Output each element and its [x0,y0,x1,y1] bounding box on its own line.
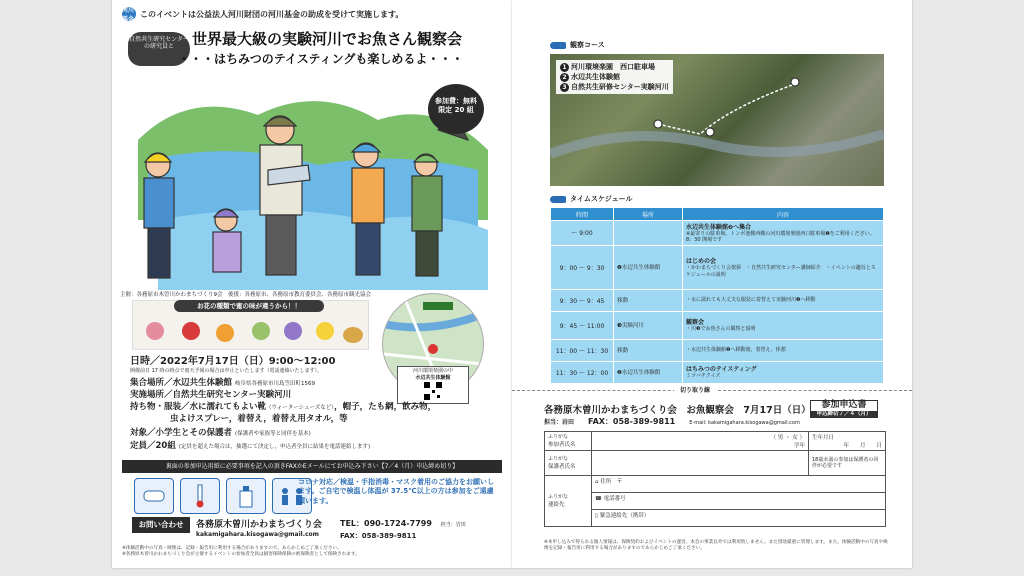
belongings-rest: ，帽子，たも網，飲み物， [334,402,437,412]
birthday-label: 生年月日 [812,435,835,441]
covid-icons [134,478,312,514]
phone-label: 電話番号 [603,496,626,502]
capacity [130,441,490,452]
form-row-contact [545,476,886,527]
birthday-field[interactable] [809,432,886,451]
address-field[interactable] [592,476,885,493]
form-row-participant [545,432,886,451]
schedule-place: ❸実験河川 [614,311,683,339]
schedule-note: ・川❸でお魚さんの観察と説明 [686,326,756,333]
belongings-note: （ウォーターシューズなど） [266,405,335,411]
capacity-note: (定員を超えた場合は，抽選にて決定し，申込者全員に結果を電話連絡します) [178,444,371,450]
contact-tag: お問い合わせ [132,517,190,533]
schedule-note: ミツバチクイズ [686,373,721,380]
event-title: 世界最大級の実験河川でお魚さん観察会 [192,30,463,48]
sponsors-line: 主催：各務原市木曽川かわまちづくり9会 後援：各務原市、各務原市教育委員会、各務原市観光協会 [120,292,371,298]
application-badge [810,400,878,418]
meeting-place-label: 集合場所／水辺共生体験館 [130,378,233,388]
fee-text: 参加費：無料 [435,97,477,105]
schedule-header-row [551,208,884,221]
belongings [130,402,490,413]
apply-instructions: 裏面の参加申込用紙に必要事項を記入の頂きFAXかEメールにてお申込み下さい【7／4（月）申込締め切り】 [122,460,502,473]
mobile-icon: ▯ [595,513,599,519]
course-point-1-label: 河川環境楽園 西口駐車場 [571,63,655,71]
guardian-name-field[interactable] [592,451,809,476]
mobile-field[interactable] [592,510,885,526]
venue: 実施場所／自然共生研究センター実験河川 [130,390,292,400]
schedule-row [551,245,884,289]
guardian-note: 18歳未満の参加は保護者の同伴が必要です [809,451,886,476]
target [130,428,490,439]
belongings-line2: 虫よけスプレー，着替え，着替え用タオル，等 [170,414,348,424]
contact-organization: 各務原木曽川かわまちづくり会 [196,520,322,530]
point-number-2: 2 [560,73,569,82]
schedule-place: ❷水辺共生体験館 [614,361,683,383]
phone-field[interactable] [592,493,885,510]
schedule-content [683,289,884,311]
aerial-course-map [550,54,884,186]
schedule-row [551,361,884,383]
schedule-row [551,339,884,361]
fee-badge [428,84,484,134]
course-point-3-label: 自然共生研修センター実験河川 [571,83,669,92]
application-form [544,431,886,527]
capacity-limit: 限定 20 組 [438,106,474,115]
footnote-2: ※各務原木曽川かわまちづくり会が主催するイベントの参加者全員は損害保険保険の被保険者として保険されます。 [122,552,360,557]
schedule-content [683,221,884,246]
schedule-place: 移動 [614,289,683,311]
meeting-address: 岐阜県各務原市川島笠田町1569 [234,381,315,387]
schedule-title-text: タイムスケジュール [570,195,633,203]
schedule-row [551,221,884,246]
flyer-back-page [512,0,912,568]
schedule-note: ※最寄りの駐車場、トンボ池側西側の河川環境楽園西口駐車場❶をご利用ください。8：30 開場です [686,231,875,244]
flower-heading: お花の種類で蜜の味が違うから！！ [174,300,324,312]
form-fax: FAX：058-389-9811 [588,417,676,426]
birthday-date: 年 月 日 [843,443,882,449]
point-number-1: 1 [560,63,569,72]
participant-label: 参加者氏名 [548,442,576,449]
contact-fields-cell [592,476,886,527]
furigana-label: ふりがな [548,493,569,500]
application-deadline: 申込締切７／４（月） [811,411,877,417]
form-contact [544,416,800,427]
mask-icon [134,478,174,514]
fish-icon [550,42,566,49]
flyer-front-page [112,0,512,568]
researcher-badge: 自然共生研究センターの研究員と [128,32,190,66]
contact-phone-number[interactable]: TEL：090-1724-7799 [340,519,432,528]
schedule-section-title [550,194,632,204]
map-label-line2: 水辺共生体験館 [415,375,451,381]
grade-label: 学年 [793,443,805,449]
guardian-label-cell [545,451,592,476]
schedule-place: ❷水辺共生体験館 [614,245,683,289]
participant-name-field[interactable] [592,432,809,451]
furigana-label: ふりがな [548,433,569,440]
hand-sanitizer-icon [226,478,266,514]
rain-note: 開催前日 17 時の時点で雨天予報の場合は中止といたします（電話連絡いたします）。 [130,368,323,374]
target-label: 対象／小学生とその保護者 [130,428,233,438]
form-row-guardian [545,451,886,476]
form-person: 担当：岩田 [544,419,575,426]
grant-note [122,7,403,21]
schedule-note: ・かわまちづくり会挨拶 ・自然共生研究センター講師紹介 ・イベントの趣旨とスケジュールの説明 [686,265,876,278]
privacy-footnote: ※本申し込みで得られる個人情報は、保険契約およびイベントの運営、本会の事業以外では利用致しません。また別途厳重に管理します。また、体験活動中の写真や映像を記録・報告用に利用する場合がありますのであらかじめご了承ください。 [544,540,888,551]
schedule-row [551,289,884,311]
river-fund-logo: 河川基金 [122,7,135,23]
course-section-title [550,40,605,50]
cut-line-label: 切り取り線 [674,385,716,394]
header-content: 内容 [683,208,884,221]
mobile-label: 緊急連絡先（携帯） [599,513,650,519]
schedule-table [550,207,884,384]
covid-notice: コロナ対応／検温・手指消毒・マスク着用のご協力をお願いします。ご自宅で検温し体温が 37.5℃以上の方は参加をご遠慮願います。 [298,478,494,505]
belongings-label: 持ち物・服装／水に濡れてもよい靴 [130,402,267,412]
header-time: 時間 [551,208,614,221]
address-label: 住所 〒 [600,479,623,485]
schedule-row [551,311,884,339]
contact-phone[interactable] [340,518,466,529]
schedule-time: 11：00 ～ 11：30 [551,339,614,361]
header-place: 場所 [614,208,683,221]
schedule-time: ～ 9:00 [551,221,614,246]
schedule-content [683,339,884,361]
form-title: 各務原木曽川かわまちづくり会 お魚観察会 7月17日（日） [544,405,811,416]
schedule-activity: 水辺共生体験館❷へ集合 [686,224,752,231]
schedule-time: 9：00 ～ 9：30 [551,245,614,289]
schedule-time: 11：30 ～ 12：00 [551,361,614,383]
event-date: 日時／2022年7月17日（日）9:00～12:00 [130,356,336,367]
furigana-label: ふりがな [548,455,569,462]
course-title-text: 観察コース [570,41,605,49]
house-icon: ⌂ [595,479,599,485]
schedule-content [683,245,884,289]
phone-icon: ☎ [595,496,602,502]
contact-label-cell [545,476,592,527]
schedule-place: 移動 [614,339,683,361]
map-label-line1: 河川環境楽園の中 [412,368,453,374]
guardian-label: 保護者氏名 [548,464,576,471]
course-point-3 [560,82,669,92]
schedule-content [683,311,884,339]
schedule-time: 9：30 ～ 9：45 [551,289,614,311]
footnote-1: ※体験活動中の写真・映像は、記録・報告用に利用する場合がありますので、あらかじめご了承ください。 [122,546,342,551]
grant-note-text: このイベントは公益法人河川財団の河川基金の助成を受けて実施します。 [140,9,404,19]
schedule-note: ・水に濡れても大丈夫な服装に着替えて実験河川❸へ移動 [686,296,816,303]
meeting-place [130,378,490,389]
schedule-time: 9：45 ～ 11:00 [551,311,614,339]
footnotes [122,545,502,557]
event-subtitle: ・・・はちみつのテイスティングも楽しめるよ・・・ [178,52,464,66]
thermometer-icon [180,478,220,514]
course-legend [556,60,673,94]
form-email[interactable]: E-mail: kakamigahara.kisogawa@gmail.com [689,420,800,426]
capacity-label: 定員／20組 [130,441,176,451]
schedule-activity: はちみつのテイスティング [686,366,757,374]
contact-fax: FAX：058-389-9811 [340,532,417,540]
fish-icon [550,196,566,203]
schedule-note: ・水辺共生体験館❷へ移動後、着替え、休憩 [686,346,786,353]
schedule-place [614,221,683,246]
participant-label-cell [545,432,592,451]
contact-email[interactable]: kakamigahara.kisogawa@gmail.com [196,531,319,538]
schedule-activity: はじめの会 [686,258,717,266]
contact-person: 担当：岩田 [440,522,466,528]
course-point-1 [560,62,669,72]
schedule-content [683,361,884,383]
target-note: (保護者や家族等と同伴を基本) [234,431,311,437]
point-number-3: 3 [560,83,569,92]
course-point-2-label: 水辺共生体験館 [571,73,620,82]
contact-label: 連絡先 [548,502,565,509]
application-label: 参加申込書 [821,400,867,410]
schedule-activity: 観察会 [686,319,705,327]
gender-choice[interactable]: （ 男 ・ 女 ） [770,435,805,441]
course-point-2 [560,72,669,82]
